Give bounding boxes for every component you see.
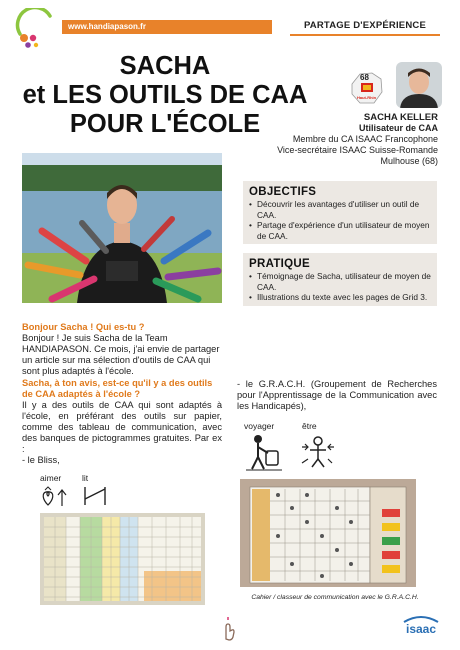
bliss-word-lit: lit <box>82 473 89 483</box>
sacha-lake-photo <box>22 153 222 303</box>
hand-logo-icon <box>218 617 238 641</box>
bliss-intro: - le Bliss, <box>22 455 60 465</box>
author-line-1: Membre du CA ISAAC Francophone <box>292 134 438 144</box>
author-role: Utilisateur de CAA <box>358 123 438 133</box>
pratique-list <box>249 271 431 303</box>
title-line-2: et LES OUTILS DE CAA <box>22 81 308 109</box>
grach-symbols <box>244 421 354 471</box>
bliss-word-aimer: aimer <box>40 473 62 483</box>
author-line-3: Mulhouse (68) <box>380 156 438 166</box>
site-url-bar[interactable]: www.handiapason.fr <box>62 20 272 34</box>
department-badge <box>348 70 386 106</box>
answer-2: Il y a des outils de CAA qui sont adaptés à l'école, en préférant des outils sur papier, comme des tableau de communication, avec des banques de pictogrammes gratuites. Par ex : <box>22 400 222 454</box>
grach-text: - le G.R.A.C.H. (Groupement de Recherches pour l'Apprentissage de la Communication avec les Handicapés), <box>237 379 437 411</box>
pratique-item: • Témoignage de Sacha, utilisateur de moyen de CAA. <box>249 271 431 292</box>
pratique-heading: PRATIQUE <box>249 258 310 270</box>
author-portrait <box>396 62 442 108</box>
section-rubric: PARTAGE D'EXPÉRIENCE <box>290 20 440 36</box>
handiapason-logo <box>14 8 56 48</box>
binder-caption: Cahier / classeur de communication avec le G.R.A.C.H. <box>251 594 419 601</box>
grach-binder-photo <box>240 479 416 587</box>
author-block <box>277 112 438 167</box>
author-name: SACHA KELLER <box>363 112 438 123</box>
objectifs-box <box>243 181 437 244</box>
answer-1: Bonjour ! Je suis Sacha de la Team HANDIAPASON. Ce mois, j'ai envie de partager un article sur ma sélection d'outils de CAA qui sont plus adaptés à l'école. <box>22 333 220 376</box>
title-line-1: SACHA <box>119 52 211 80</box>
bliss-love-icon <box>40 485 70 507</box>
objectifs-item: • Découvrir les avantages d'utiliser un outil de CAA. <box>249 199 431 220</box>
department-number: 68 <box>360 73 369 82</box>
grach-word-etre: être <box>302 421 317 431</box>
bliss-grid-photo <box>40 513 205 605</box>
author-line-2: Vice-secrétaire ISAAC Suisse-Romande <box>277 145 438 155</box>
title-line-3: POUR L'ÉCOLE <box>69 110 261 138</box>
pratique-box <box>243 253 437 306</box>
travel-pictogram-icon <box>244 433 284 471</box>
bliss-bed-icon <box>82 485 110 507</box>
isaac-logo-text: isaac <box>406 622 437 636</box>
grach-word-voyager: voyager <box>244 421 275 431</box>
being-pictogram-icon <box>298 433 338 471</box>
pratique-item: • Illustrations du texte avec les pages de Grid 3. <box>249 292 431 303</box>
isaac-logo <box>398 612 444 642</box>
question-2: Sacha, à ton avis, est-ce qu'il y a des outils de CAA adaptés à l'école ? <box>22 378 213 399</box>
objectifs-heading: OBJECTIFS <box>249 186 317 198</box>
objectifs-list <box>249 199 431 241</box>
bliss-symbols <box>38 473 118 509</box>
department-caption: Haut-Rhin <box>357 95 377 100</box>
objectifs-item: • Partage d'expérience d'un utilisateur de moyen de CAA. <box>249 220 431 241</box>
question-1: Bonjour Sacha ! Qui es-tu ? <box>22 322 145 332</box>
